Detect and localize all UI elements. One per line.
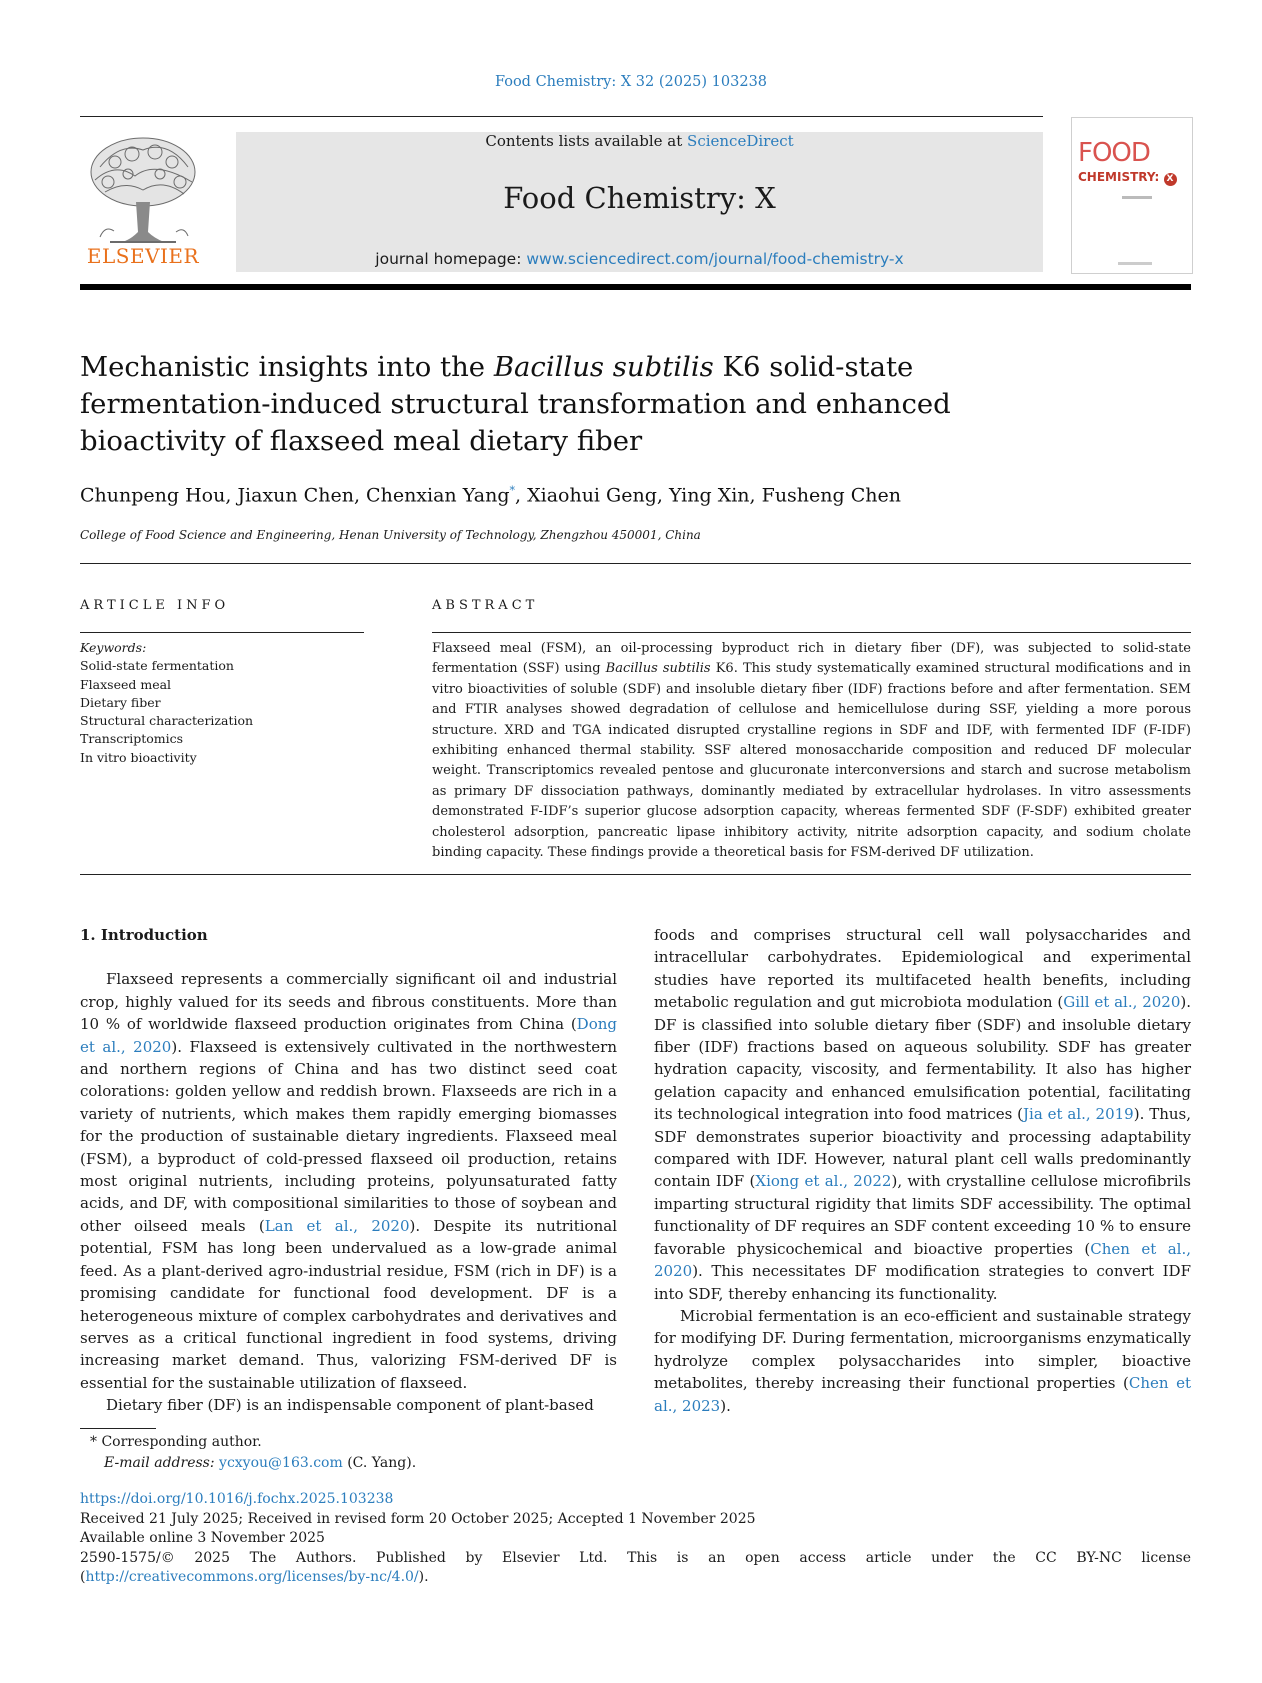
license-statement: 2590-1575/© 2025 The Authors. Published by Elsevier Ltd. This is an open access article under the CC BY-NC license (http://creativecommons.org/licenses/by-nc/4.0/). — [80, 1549, 1191, 1585]
body-column-left — [80, 924, 617, 1417]
abstract-bottom-rule — [80, 874, 1191, 875]
author-4[interactable]: Xiaohui Geng — [527, 484, 657, 507]
received-dates: Received 21 July 2025; Received in revised form 20 October 2025; Accepted 1 November 2025 — [80, 1510, 756, 1527]
affiliation-rule — [80, 563, 1191, 564]
citation-link[interactable]: Chen et al., 2023 — [654, 1374, 1191, 1415]
abstract-text: Flaxseed meal (FSM), an oil-processing byproduct rich in dietary fiber (DF), was subjected to solid-state fermentation (SSF) using Bacillus subtilis K6. This study systematically examined structural modifications and in vitro bioactivities of soluble (SDF) and insoluble dietary fiber (IDF) fractions before and after fermentation. SEM and FTIR analyses showed degradation of cellulose and hemicellulose during SSF, yielding a more porous structure. XRD and TGA indicated disrupted crystalline regions in SDF and IDF, with fermented IDF (F-IDF) exhibiting enhanced thermal stability. SSF altered monosaccharide composition and reduced DF molecular weight. Transcriptomics revealed pentose and glucuronate interconversions and starch and sucrose metabolism as primary DF dissociation pathways, dominantly mediated by extracellular hydrolases. In vitro assessments demonstrated F-IDF’s superior glucose adsorption capacity, whereas fermented SDF (F-SDF) exhibited greater cholesterol adsorption, pancreatic lipase inhibitory activity, nitrite adsorption capacity, and sodium cholate binding capacity. These findings provide a theoretical basis for FSM-derived DF utilization. — [432, 641, 1191, 861]
keywords-list — [80, 639, 370, 767]
corresponding-author-mark[interactable]: * — [509, 484, 515, 497]
author-2[interactable]: Jiaxun Chen — [237, 484, 354, 507]
author-list: Chunpeng Hou, Jiaxun Chen, Chenxian Yang*, Xiaohui Geng, Ying Xin, Fusheng Chen — [80, 484, 901, 507]
cover-footer-line — [1118, 262, 1152, 265]
citation-link[interactable]: Lan et al., 2020 — [264, 1216, 410, 1235]
cover-editor-line — [1122, 196, 1152, 199]
contents-availability: Contents lists available at ScienceDirect — [485, 132, 794, 150]
cover-food-text: FOOD — [1078, 138, 1150, 168]
journal-homepage: journal homepage: www.sciencedirect.com/journal/food-chemistry-x — [375, 250, 904, 268]
keyword-item: Transcriptomics — [80, 731, 184, 747]
citation-link[interactable]: Jia et al., 2019 — [1023, 1105, 1134, 1124]
abstract-rule — [432, 632, 1191, 633]
journal-cover-thumbnail[interactable] — [1071, 117, 1193, 274]
elsevier-wordmark: ELSEVIER — [86, 244, 200, 268]
available-online: Available online 3 November 2025 — [80, 1530, 325, 1546]
publication-info — [80, 1490, 1191, 1588]
corresponding-author-note: * Corresponding author. — [90, 1434, 262, 1450]
paragraph-2-text-cont: foods and comprises structural cell wall polysaccharides and intracellular carbohydrates. Epidemiological and experimental studies have reported its multifaceted health benefits, including metabolic regulation and gut microbiota modulation ( — [654, 926, 1191, 1012]
journal-reference-link[interactable]: Food Chemistry: X 32 (2025) 103238 — [494, 74, 768, 90]
cover-chemistry-text: CHEMISTRY: — [1078, 170, 1160, 184]
keyword-item: Solid-state fermentation — [80, 658, 234, 674]
paragraph-2-text: Dietary fiber (DF) is an indispensable component of plant-based — [106, 1396, 594, 1415]
keyword-item: Dietary fiber — [80, 694, 161, 710]
footnote-rule — [80, 1428, 156, 1429]
keyword-item: Flaxseed meal — [80, 676, 172, 692]
journal-name: Food Chemistry: X — [503, 181, 776, 215]
author-5[interactable]: Ying Xin — [668, 484, 750, 507]
article-info-heading: ARTICLE INFO — [80, 598, 230, 613]
title-species: Bacillus subtilis — [493, 351, 714, 383]
header-top-rule — [80, 116, 1043, 117]
header-thick-rule — [80, 284, 1191, 290]
author-3[interactable]: Chenxian Yang — [366, 484, 510, 507]
intro-paragraph-1: Flaxseed represents a commercially significant oil and industrial crop, highly valued for its seeds and fibrous constituents. More than 10 % of worldwide flaxseed production originates from China (Dong et al., 2020). Flaxseed is extensively cultivated in the northwestern and northern regions of China and has two distinct seed coat colorations: golden yellow and reddish brown. Flaxseeds are rich in a variety of nutrients, which makes them rapidly emerging biomasses for the production of sustainable dietary ingredients. Flaxseed meal (FSM), a byproduct of cold-pressed flaxseed oil production, retains most original nutrients, including proteins, polyunsaturated fatty acids, and DF, with compositional similarities to those of soybean and other oilseed meals (Lan et al., 2020). Despite its nutritional potential, FSM has long been undervalued as a low-grade animal feed. As a plant-derived agro-industrial residue, FSM (rich in DF) is a promising candidate for functional food development. DF is a heterogeneous mixture of complex carbohydrates and derivatives and serves as a critical functional ingredient in food systems, driving increasing market demand. Thus, valorizing FSM-derived DF is essential for the sustainable utilization of flaxseed. — [80, 970, 617, 1392]
keywords-label: Keywords: — [80, 640, 147, 655]
author-1[interactable]: Chunpeng Hou — [80, 484, 226, 507]
doi-link[interactable]: https://doi.org/10.1016/j.fochx.2025.103238 — [80, 1491, 394, 1507]
email-note: E-mail address: ycxyou@163.com (C. Yang). — [104, 1455, 417, 1471]
intro-paragraph-3: Microbial fermentation is an eco-efficient and sustainable strategy for modifying DF. During fermentation, microorganisms enzymatically hydrolyze complex polysaccharides into simpler, bioactive metabolites, thereby increasing their functional properties (Chen et al., 2023). — [654, 1306, 1191, 1415]
body-column-right — [654, 924, 1191, 1417]
keyword-item: In vitro bioactivity — [80, 749, 197, 765]
affiliation: College of Food Science and Engineering, Henan University of Technology, Zhengzhou 450001, China — [80, 528, 701, 542]
citation-link[interactable]: Gill et al., 2020 — [1063, 993, 1181, 1012]
cover-x-badge-icon: X — [1164, 173, 1177, 186]
citation-link[interactable]: Xiong et al., 2022 — [755, 1172, 892, 1191]
abstract-heading: ABSTRACT — [432, 598, 539, 613]
intro-paragraph-2-start — [80, 1394, 617, 1416]
email-link[interactable]: ycxyou@163.com — [219, 1455, 343, 1471]
section-heading-introduction: 1. Introduction — [80, 926, 208, 944]
elsevier-logo — [80, 132, 206, 272]
article-title: Mechanistic insights into the Bacillus subtilis K6 solid-state fermentation-induced structural transformation and enhanced bioactivity of flaxseed meal dietary fiber — [80, 351, 951, 457]
citation-link[interactable]: Chen et al., 2020 — [654, 1239, 1191, 1281]
citation-link[interactable]: Dong et al., 2020 — [80, 1015, 617, 1056]
footnote — [80, 1432, 1191, 1474]
sciencedirect-link[interactable]: ScienceDirect — [687, 132, 794, 150]
journal-homepage-link[interactable]: www.sciencedirect.com/journal/food-chemistry-x — [526, 250, 904, 268]
license-link[interactable]: http://creativecommons.org/licenses/by-nc/4.0/ — [85, 1569, 419, 1585]
keyword-item: Structural characterization — [80, 713, 254, 729]
intro-paragraph-2-cont: foods and comprises structural cell wall polysaccharides and intracellular carbohydrates. Epidemiological and experimental studies have reported its multifaceted health benefits, including metabolic regulation and gut microbiota modulation (Gill et al., 2020). DF is classified into soluble dietary fiber (SDF) and insoluble dietary fiber (IDF) fractions based on aqueous solubility. SDF has greater hydration capacity, viscosity, and fermentability. It also has higher gelation capacity and enhanced emulsification potential, facilitating its technological integration into food matrices (Jia et al., 2019). Thus, SDF demonstrates superior bioactivity and processing adaptability compared with IDF. However, natural plant cell walls predominantly contain IDF (Xiong et al., 2022), with crystalline cellulose microfibrils imparting structural rigidity that limits SDF accessibility. The optimal functionality of DF requires an SDF content exceeding 10 % to ensure favorable physicochemical and bioactive properties (Chen et al., 2020). This necessitates DF modification strategies to convert IDF into SDF, thereby enhancing its functionality. — [654, 926, 1191, 1303]
author-6[interactable]: Fusheng Chen — [761, 484, 901, 507]
article-info-rule — [80, 632, 364, 633]
